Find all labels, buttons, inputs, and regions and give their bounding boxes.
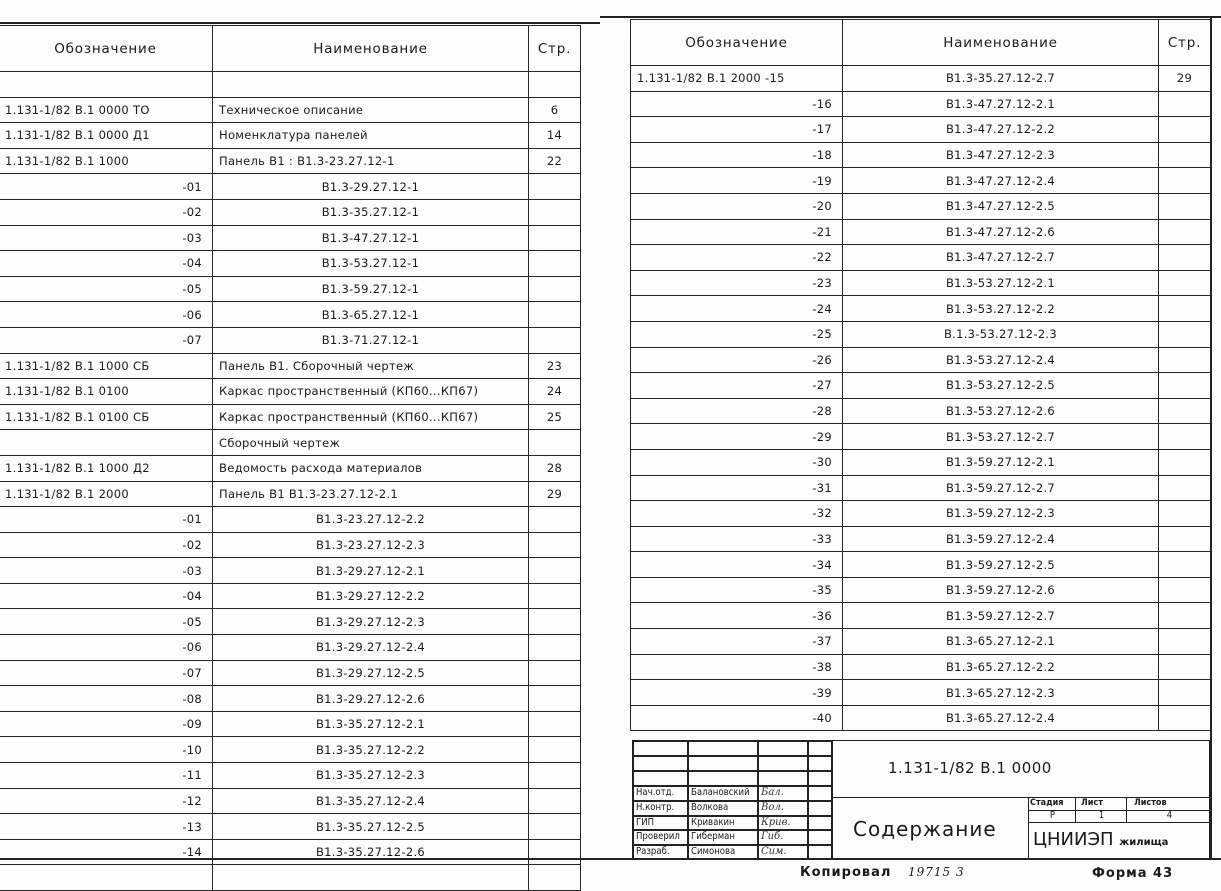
signature-sign: Крив. [758,816,808,831]
page-cell [529,251,581,277]
designation-cell: -02 [0,199,213,225]
designation-cell: -09 [0,711,213,737]
table-row [631,117,1211,143]
table-row [0,814,581,840]
table-row [0,123,581,149]
page-cell [1159,168,1211,194]
designation-cell: -13 [0,814,213,840]
signature-grid-cell [808,845,833,860]
designation-cell: 1.131-1/82 В.1 1000 СБ [0,353,213,379]
table-row [0,686,581,712]
table-row [0,327,581,353]
page-cell [529,788,581,814]
signature-grid-cell [808,801,833,816]
table-row [631,424,1211,450]
name-cell: В1.3-47.27.12-2.1 [843,91,1159,117]
designation-cell: -06 [0,635,213,661]
table-row [0,174,581,200]
signature-role: Разраб. [633,845,688,860]
table-row [631,526,1211,552]
designation-cell: -06 [0,302,213,328]
signature-grid-cell [808,756,833,771]
name-cell: Техническое описание [213,97,529,123]
table-row [0,788,581,814]
page-cell: 6 [529,97,581,123]
table-row [631,347,1211,373]
page-cell [529,609,581,635]
name-cell: В1.3-65.27.12-1 [213,302,529,328]
page-cell [529,711,581,737]
page-cell [1159,117,1211,143]
designation-cell: -11 [0,763,213,789]
table-row [0,251,581,277]
table-row [631,577,1211,603]
designation-cell: -20 [631,193,843,219]
designation-cell [0,430,213,456]
page-cell [1159,577,1211,603]
name-cell: В1.3-59.27.12-2.7 [843,603,1159,629]
table-row [631,321,1211,347]
name-cell: В1.3-65.27.12-2.1 [843,629,1159,655]
name-cell: В1.3-53.27.12-2.7 [843,424,1159,450]
table-row [0,737,581,763]
page-cell [529,686,581,712]
designation-cell: -10 [0,737,213,763]
designation-cell: -17 [631,117,843,143]
table-row [0,865,581,891]
table-row [0,609,581,635]
designation-cell: -21 [631,219,843,245]
name-cell: В1.3-23.27.12-2.2 [213,507,529,533]
table-row [631,449,1211,475]
page-cell: 22 [529,148,581,174]
name-cell: В1.3-59.27.12-2.6 [843,577,1159,603]
page-cell [529,660,581,686]
designation-cell: -32 [631,501,843,527]
signature-grid [633,741,833,860]
designation-cell: -40 [631,705,843,731]
name-cell: Номенклатура панелей [213,123,529,149]
designation-cell: 1.131-1/82 В.1 2000 -15 [631,66,843,92]
page-cell [1159,424,1211,450]
signature-name: Кривакин [688,816,758,831]
table-row [631,603,1211,629]
name-cell: В1.3-53.27.12-2.4 [843,347,1159,373]
page-cell [1159,193,1211,219]
copied-value: 19715 3 [907,865,965,879]
table-row [631,705,1211,731]
name-cell: В1.3-35.27.12-2.3 [213,763,529,789]
name-cell: В1.3-47.27.12-2.7 [843,245,1159,271]
table-row [0,635,581,661]
page-cell [529,865,581,891]
signature-grid-cell [808,771,833,786]
name-cell: В1.3-47.27.12-2.2 [843,117,1159,143]
signature-sign: Гиб. [758,830,808,845]
name-cell: В1.3-47.27.12-1 [213,225,529,251]
name-cell: В1.3-59.27.12-2.4 [843,526,1159,552]
table-header [631,20,1211,66]
name-cell: В1.3-29.27.12-2.1 [213,558,529,584]
page-cell [1159,321,1211,347]
designation-cell: -05 [0,276,213,302]
signature-grid-cell [688,756,758,771]
designation-cell: -29 [631,424,843,450]
table-row [0,532,581,558]
page-cell [1159,475,1211,501]
name-cell: В1.3-53.27.12-2.2 [843,296,1159,322]
name-cell: В1.3-59.27.12-1 [213,276,529,302]
page-cell: 23 [529,353,581,379]
table-row [631,296,1211,322]
signature-grid-cell [808,741,833,756]
designation-cell: -02 [0,532,213,558]
name-cell: Ведомость расхода материалов [213,455,529,481]
name-cell: В1.3-35.27.12-2.7 [843,66,1159,92]
header-page: Стр. [529,26,581,72]
name-cell: В1.3-53.27.12-2.1 [843,270,1159,296]
name-cell: В1.3-47.27.12-2.5 [843,193,1159,219]
designation-cell: -04 [0,583,213,609]
name-cell: В1.3-35.27.12-1 [213,199,529,225]
page-cell [1159,552,1211,578]
designation-cell [0,865,213,891]
table-row [0,455,581,481]
table-row [0,379,581,405]
designation-cell: -30 [631,449,843,475]
signature-role: Проверил [633,830,688,845]
table-row [0,97,581,123]
table-row [0,148,581,174]
signature-role: Н.контр. [633,801,688,816]
name-cell: В1.3-65.27.12-2.2 [843,654,1159,680]
document-code: 1.131-1/82 В.1 0000 [888,759,1052,777]
designation-cell: 1.131-1/82 В.1 2000 [0,481,213,507]
name-cell: В1.3-29.27.12-2.3 [213,609,529,635]
stage-label: Стадия [1028,797,1076,811]
signature-grid-cell [633,771,688,786]
name-cell: Панель В1 В1.3-23.27.12-2.1 [213,481,529,507]
name-cell: В1.3-59.27.12-2.3 [843,501,1159,527]
table-row [0,660,581,686]
table-row [631,373,1211,399]
table-row [0,302,581,328]
designation-cell: -14 [0,839,213,865]
name-cell [213,865,529,891]
page-cell [529,174,581,200]
signature-name: Балановский [688,786,758,801]
page-cell [1159,270,1211,296]
page-cell [1159,629,1211,655]
stage-value: Р [1028,810,1076,823]
header-page: Стр. [1159,20,1211,66]
page-cell [1159,526,1211,552]
designation-cell: -16 [631,91,843,117]
signature-sign: Бал. [758,786,808,801]
table-row [631,475,1211,501]
signature-grid-cell [688,771,758,786]
frame-top-line-right [600,16,1221,18]
header-designation: Обозначение [631,20,843,66]
page-cell [529,302,581,328]
designation-cell: -35 [631,577,843,603]
page-cell [529,225,581,251]
designation-cell: -05 [0,609,213,635]
page-cell: 28 [529,455,581,481]
name-cell: В1.3-29.27.12-2.4 [213,635,529,661]
page-cell [529,199,581,225]
designation-cell: -04 [0,251,213,277]
name-cell: В1.3-35.27.12-2.4 [213,788,529,814]
designation-cell: 1.131-1/82 В.1 1000 [0,148,213,174]
page-cell [529,583,581,609]
table-row [0,711,581,737]
designation-cell: 1.131-1/82 В.1 0000 Д1 [0,123,213,149]
signature-grid-cell [808,830,833,845]
signature-name: Гиберман [688,830,758,845]
designation-cell: -24 [631,296,843,322]
designation-cell: -33 [631,526,843,552]
name-cell: В1.3-65.27.12-2.4 [843,705,1159,731]
table-row [0,558,581,584]
table-row [631,219,1211,245]
signature-name: Волкова [688,801,758,816]
table-row [0,199,581,225]
designation-cell: -07 [0,327,213,353]
name-cell: В1.3-53.27.12-1 [213,251,529,277]
page-cell [529,276,581,302]
signature-role: Нач.отд. [633,786,688,801]
copied-stamp [800,865,965,880]
signature-grid-cell [633,741,688,756]
header-name: Наименование [213,26,529,72]
header-designation: Обозначение [0,26,213,72]
page-cell [529,558,581,584]
table-row [0,583,581,609]
designation-cell: -27 [631,373,843,399]
table-row [631,91,1211,117]
table-row [631,193,1211,219]
table-row [0,276,581,302]
name-cell: В1.3-59.27.12-2.5 [843,552,1159,578]
table-row [631,168,1211,194]
designation-cell: -34 [631,552,843,578]
form-label: Форма 43 [1092,866,1174,881]
signature-grid-cell [758,771,808,786]
signature-sign: Сим. [758,845,808,860]
name-cell: Панель В1. Сборочный чертеж [213,353,529,379]
table-row [0,839,581,865]
name-cell: В1.3-35.27.12-2.2 [213,737,529,763]
table-row [631,501,1211,527]
page-cell [1159,501,1211,527]
designation-cell: -37 [631,629,843,655]
designation-cell: 1.131-1/82 В.1 1000 Д2 [0,455,213,481]
designation-cell: -23 [631,270,843,296]
name-cell: Сборочный чертеж [213,430,529,456]
page-cell [1159,705,1211,731]
copied-label: Копировал [800,865,892,880]
name-cell: В1.3-59.27.12-2.1 [843,449,1159,475]
table-row [631,245,1211,271]
name-cell: В1.3-23.27.12-2.3 [213,532,529,558]
name-cell: В1.3-29.27.12-1 [213,174,529,200]
name-cell [213,72,529,98]
organization-main: ЦНИИЭП [1033,829,1114,850]
page-cell [1159,347,1211,373]
name-cell: В1.3-65.27.12-2.3 [843,680,1159,706]
designation-cell: -03 [0,558,213,584]
sheet-value: 1 [1075,810,1127,823]
page-cell [529,814,581,840]
page-cell: 29 [1159,66,1211,92]
name-cell: В1.3-29.27.12-2.6 [213,686,529,712]
page-cell [529,327,581,353]
page-cell [529,839,581,865]
designation-cell: -12 [0,788,213,814]
table-row [0,763,581,789]
sheets-value: 4 [1126,810,1211,823]
name-cell: В1.3-53.27.12-2.5 [843,373,1159,399]
page-cell [1159,219,1211,245]
table-row [631,142,1211,168]
table-row [0,404,581,430]
name-cell: Панель В1 : В1.3-23.27.12-1 [213,148,529,174]
table-row [631,398,1211,424]
name-cell: Каркас пространственный (КП60...КП67) [213,404,529,430]
table-row [631,270,1211,296]
page-cell [529,763,581,789]
page-cell: 24 [529,379,581,405]
name-cell: В1.3-71.27.12-1 [213,327,529,353]
page-cell [1159,245,1211,271]
name-cell: Каркас пространственный (КП60...КП67) [213,379,529,405]
page-cell: 29 [529,481,581,507]
designation-cell: -03 [0,225,213,251]
table-row [0,225,581,251]
header-name: Наименование [843,20,1159,66]
page-cell [1159,142,1211,168]
sheet-label: Лист [1075,797,1127,811]
contents-table-left [0,25,581,891]
name-cell: В1.3-35.27.12-2.5 [213,814,529,840]
signature-grid-cell [758,756,808,771]
name-cell: В.1.3-53.27.12-2.3 [843,321,1159,347]
signature-grid-cell [688,741,758,756]
table-row [631,680,1211,706]
name-cell: В1.3-29.27.12-2.5 [213,660,529,686]
organization-sub: жилища [1119,837,1169,848]
signature-grid-cell [633,756,688,771]
sheets-label: Листов [1126,797,1211,811]
page-cell: 14 [529,123,581,149]
page-cell [529,635,581,661]
designation-cell: -36 [631,603,843,629]
table-row [631,66,1211,92]
designation-cell: -01 [0,507,213,533]
page-cell [1159,680,1211,706]
signature-grid-cell [808,816,833,831]
name-cell: В1.3-47.27.12-2.6 [843,219,1159,245]
designation-cell: -18 [631,142,843,168]
designation-cell: -38 [631,654,843,680]
table-row [0,481,581,507]
table-row [631,552,1211,578]
designation-cell: -07 [0,660,213,686]
signature-grid-cell [808,786,833,801]
name-cell: В1.3-59.27.12-2.7 [843,475,1159,501]
designation-cell: -28 [631,398,843,424]
contents-table-right [630,19,1211,731]
signature-grid-cell [758,741,808,756]
designation-cell: -08 [0,686,213,712]
table-row [0,430,581,456]
table-row [631,654,1211,680]
frame-top-line [0,22,600,24]
designation-cell: -31 [631,475,843,501]
table-header [0,26,581,72]
page-cell [1159,373,1211,399]
page-cell: 25 [529,404,581,430]
designation-cell: -22 [631,245,843,271]
designation-cell: 1.131-1/82 В.1 0100 [0,379,213,405]
page-cell [1159,603,1211,629]
title-block [632,740,1210,859]
signature-name: Симонова [688,845,758,860]
designation-cell: 1.131-1/82 В.1 0000 ТО [0,97,213,123]
organization [1033,829,1168,850]
name-cell: В1.3-35.27.12-2.1 [213,711,529,737]
name-cell: В1.3-53.27.12-2.6 [843,398,1159,424]
document-title: Содержание [853,817,997,841]
signature-sign: Вол. [758,801,808,816]
table-row [631,629,1211,655]
designation-cell: 1.131-1/82 В.1 0100 СБ [0,404,213,430]
designation-cell: -26 [631,347,843,373]
page-cell [1159,296,1211,322]
page-cell [529,507,581,533]
page-cell [1159,398,1211,424]
page-cell [529,737,581,763]
designation-cell: -25 [631,321,843,347]
signature-role: ГИП [633,816,688,831]
designation-cell: -01 [0,174,213,200]
name-cell: В1.3-35.27.12-2.6 [213,839,529,865]
table-row [0,72,581,98]
designation-cell: -19 [631,168,843,194]
name-cell: В1.3-47.27.12-2.3 [843,142,1159,168]
designation-cell: -39 [631,680,843,706]
page-cell [529,72,581,98]
page-cell [1159,449,1211,475]
page-cell [1159,91,1211,117]
page-cell [529,532,581,558]
table-row [0,507,581,533]
table-row [0,353,581,379]
name-cell: В1.3-29.27.12-2.2 [213,583,529,609]
page-cell [529,430,581,456]
designation-cell [0,72,213,98]
name-cell: В1.3-47.27.12-2.4 [843,168,1159,194]
page-cell [1159,654,1211,680]
